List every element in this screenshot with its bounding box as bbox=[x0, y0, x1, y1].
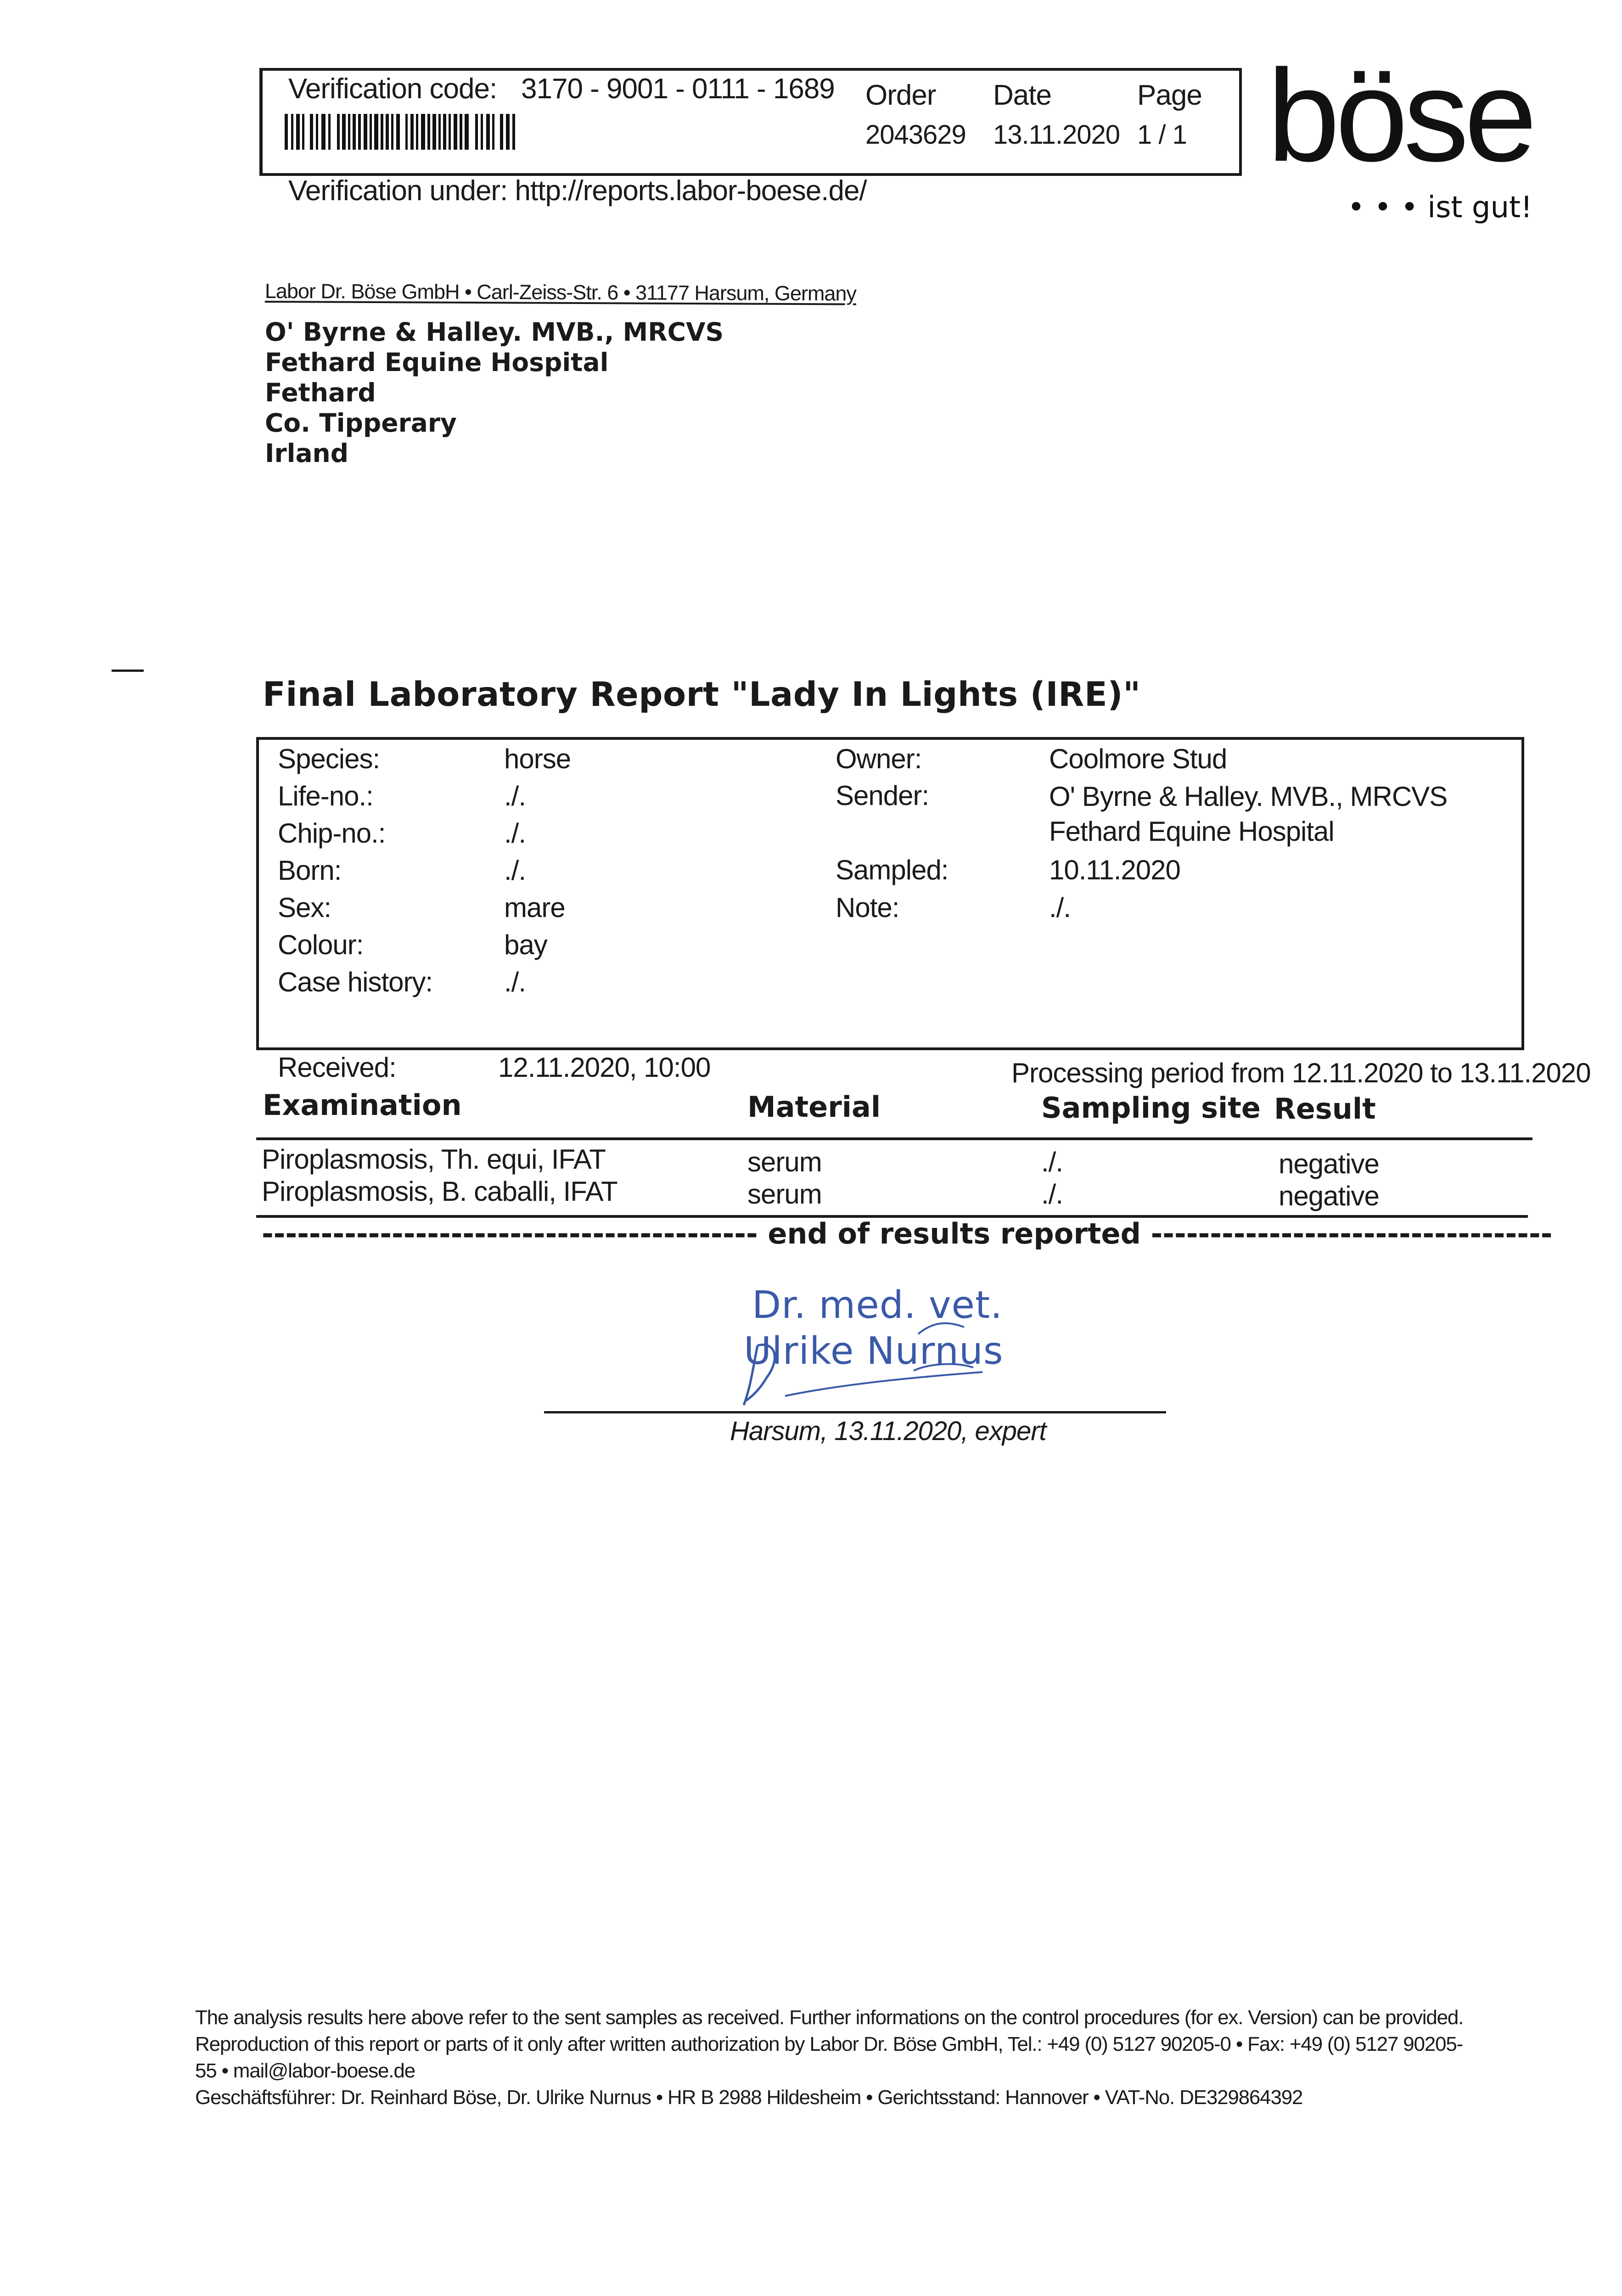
table-header-rule bbox=[256, 1137, 1532, 1140]
result-material: serum bbox=[747, 1179, 822, 1210]
animal-labels bbox=[278, 740, 432, 1001]
owner-label: Owner: bbox=[836, 743, 922, 774]
fold-mark bbox=[112, 670, 144, 672]
signature-line bbox=[544, 1411, 1166, 1413]
result-examination: Piroplasmosis, B. caballi, IFAT bbox=[262, 1176, 617, 1207]
footer-legal bbox=[195, 2004, 1463, 2111]
barcode bbox=[285, 114, 515, 150]
note-label: Note: bbox=[836, 892, 899, 923]
sex-label: Sex: bbox=[278, 892, 331, 923]
colour-label: Colour: bbox=[278, 929, 364, 960]
end-of-results-line bbox=[262, 1217, 1552, 1250]
end-dashes-right: ---------------------------------- bbox=[1151, 1217, 1553, 1250]
received-label: Received: bbox=[278, 1052, 396, 1083]
signature-stamp-name: Ulrike Nurnus bbox=[744, 1329, 1004, 1373]
handwritten-signature bbox=[725, 1290, 1010, 1414]
order-label: Order bbox=[865, 79, 936, 111]
animal-values bbox=[504, 740, 571, 1001]
born-value: ./. bbox=[504, 855, 526, 886]
report-title: Final Laboratory Report "Lady In Lights (IRE)" bbox=[263, 675, 1141, 714]
end-dashes-left: ------------------------------------------ bbox=[262, 1217, 758, 1250]
sender-label: Sender: bbox=[836, 780, 929, 811]
species-value: horse bbox=[504, 743, 571, 774]
verification-url: Verification under: http://reports.labor-boese.de/ bbox=[288, 175, 867, 207]
date-label: Date bbox=[993, 79, 1051, 111]
recipient-line: Co. Tipperary bbox=[265, 408, 457, 438]
footer-line: Geschäftsführer: Dr. Reinhard Böse, Dr. Ulrike Nurnus • HR B 2988 Hildesheim • Gerichtsstand: Hannover • VAT-No. DE329864392 bbox=[195, 2086, 1303, 2109]
result-value: negative bbox=[1279, 1148, 1379, 1179]
sender-value: O' Byrne & Halley. MVB., MRCVS bbox=[1049, 781, 1448, 812]
sampled-label: Sampled: bbox=[836, 855, 949, 885]
footer-line: 55 • mail@labor-boese.de bbox=[195, 2060, 415, 2082]
chip-no-label: Chip-no.: bbox=[278, 818, 386, 849]
result-examination: Piroplasmosis, Th. equi, IFAT bbox=[262, 1144, 606, 1175]
col-header-material: Material bbox=[747, 1090, 881, 1124]
result-material: serum bbox=[747, 1147, 822, 1177]
owner-value: Coolmore Stud bbox=[1049, 743, 1227, 774]
date-value: 13.11.2020 bbox=[993, 120, 1120, 150]
sender-value-hospital: Fethard Equine Hospital bbox=[1049, 816, 1334, 847]
recipient-line: Irland bbox=[265, 439, 349, 468]
result-sampling-site: ./. bbox=[1041, 1179, 1063, 1210]
species-label: Species: bbox=[278, 743, 380, 774]
footer-line: Reproduction of this report or parts of it only after written authorization by Labor Dr. Böse GmbH, Tel.: +49 (0) 5127 90205-0 • Fax: +49 (0) 5127 90205- bbox=[195, 2033, 1463, 2055]
order-value: 2043629 bbox=[865, 120, 966, 150]
footer-line: The analysis results here above refer to the sent samples as received. Further informations on the control procedures (for ex. Version) can be provided. bbox=[195, 2006, 1464, 2029]
note-value: ./. bbox=[1049, 892, 1071, 923]
verification-code-label: Verification code: bbox=[288, 73, 497, 105]
sampled-value: 10.11.2020 bbox=[1049, 855, 1180, 885]
chip-no-value: ./. bbox=[504, 818, 526, 849]
verification-code-value: 3170 - 9001 - 0111 - 1689 bbox=[521, 73, 835, 105]
col-header-result: Result bbox=[1274, 1092, 1376, 1125]
col-header-sampling-site: Sampling site bbox=[1041, 1091, 1261, 1125]
page-value: 1 / 1 bbox=[1137, 120, 1187, 150]
signature-caption: Harsum, 13.11.2020, expert bbox=[730, 1416, 1046, 1446]
logo-tagline: • • • ist gut! bbox=[1347, 191, 1532, 225]
result-sampling-site: ./. bbox=[1041, 1147, 1063, 1177]
recipient-line: Fethard bbox=[265, 378, 376, 407]
page-label: Page bbox=[1137, 79, 1202, 111]
life-no-label: Life-no.: bbox=[278, 781, 373, 811]
received-value: 12.11.2020, 10:00 bbox=[498, 1052, 711, 1083]
life-no-value: ./. bbox=[504, 781, 526, 811]
sex-value: mare bbox=[504, 892, 565, 923]
recipient-line: Fethard Equine Hospital bbox=[265, 348, 609, 377]
case-history-value: ./. bbox=[504, 967, 526, 997]
processing-period: Processing period from 12.11.2020 to 13.11.2020 bbox=[1011, 1058, 1591, 1088]
case-history-label: Case history: bbox=[278, 967, 433, 997]
recipient-address bbox=[265, 317, 724, 468]
col-header-examination: Examination bbox=[263, 1088, 462, 1122]
sender-address-line: Labor Dr. Böse GmbH • Carl-Zeiss-Str. 6 • 31177 Harsum, Germany bbox=[264, 279, 857, 305]
result-value: negative bbox=[1279, 1181, 1379, 1211]
logo-wordmark: böse bbox=[1267, 43, 1533, 189]
colour-value: bay bbox=[504, 929, 547, 960]
born-label: Born: bbox=[278, 855, 342, 886]
end-of-results-text: end of results reported bbox=[768, 1217, 1141, 1250]
signature-stamp-title: Dr. med. vet. bbox=[752, 1283, 1003, 1327]
recipient-line: O' Byrne & Halley. MVB., MRCVS bbox=[265, 317, 724, 347]
